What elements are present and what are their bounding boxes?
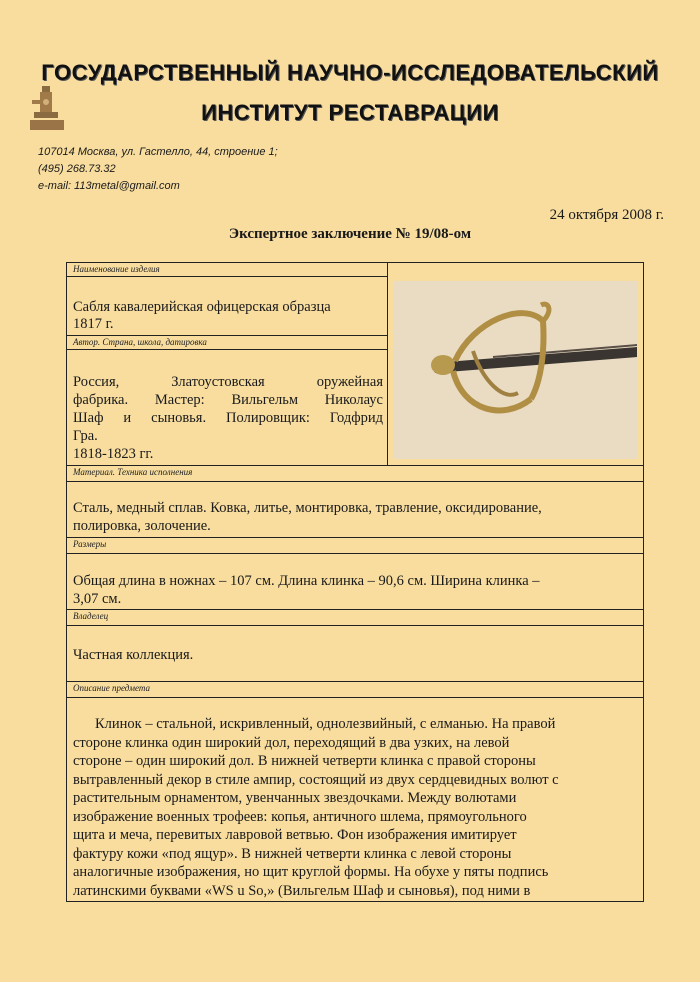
- description-line: растительным орнаментом, увенчанных звездочками. Между волютами: [73, 790, 517, 806]
- size-line2: 3,07 см.: [73, 591, 122, 607]
- description-line: аналогичные изображения, но щит круглой формы. На обухе у пяты подпись: [73, 864, 549, 880]
- author-line2: фабрика. Мастер: Вильгельм Николаус: [73, 392, 383, 408]
- size-line1: Общая длина в ножнах – 107 см. Длина клинка – 90,6 см. Ширина клинка –: [73, 573, 540, 589]
- label-author: Автор. Страна, школа, датировка: [73, 337, 207, 347]
- label-description: Описание предмета: [73, 683, 151, 693]
- author-line4: Гра.: [73, 428, 98, 444]
- description-line: Клинок – стальной, искривленный, однолезвийный, с елманью. На правой: [95, 716, 556, 732]
- document-date: 24 октября 2008 г.: [549, 207, 664, 223]
- owner-value: Частная коллекция.: [73, 647, 194, 663]
- description-text: [73, 715, 633, 900]
- description-line: щита и меча, перевитых лавровой ветвью. Фон изображения имитирует: [73, 827, 517, 843]
- material-line1: Сталь, медный сплав. Ковка, литье, монтировка, травление, оксидирование,: [73, 500, 542, 516]
- label-material: Материал. Техника исполнения: [73, 467, 193, 477]
- author-line5: 1818-1823 гг.: [73, 446, 154, 462]
- description-line: вытравленный декор в стиле ампир, состоящий из двух сердцевидных волют с: [73, 771, 559, 788]
- item-name-line2: 1817 г.: [73, 316, 114, 332]
- label-size: Размеры: [73, 539, 107, 549]
- saber-photo: [393, 281, 637, 459]
- label-owner: Владелец: [73, 611, 109, 621]
- institute-phone: (495) 268.73.32: [38, 163, 116, 175]
- description-line: латинскими буквами «WS u So,» (Вильгельм Шаф и сыновья), под ними в: [73, 882, 531, 899]
- description-line: фактуру кожи «под ящур». В нижней четверти клинка с левой стороны: [73, 845, 512, 862]
- item-name-line1: Сабля кавалерийская офицерская образца: [73, 299, 331, 315]
- institute-address: 107014 Москва, ул. Гастелло, 44, строение 1;: [38, 146, 278, 158]
- author-line1: Россия, Златоустовская оружейная: [73, 374, 383, 390]
- document-title: Экспертное заключение № 19/08-ом: [228, 226, 472, 242]
- description-line: изображение военных трофеев: копья, античного шлема, прямоугольного: [73, 808, 527, 825]
- institute-name-line1: ГОСУДАРСТВЕННЫЙ НАУЧНО-ИССЛЕДОВАТЕЛЬСКИЙ: [41, 60, 659, 85]
- expert-conclusion-table: [66, 262, 644, 902]
- label-item-name: Наименование изделия: [73, 264, 160, 274]
- author-line3: Шаф и сыновья. Полировщик: Годфрид: [73, 410, 383, 426]
- institute-email: e-mail: 113metal@gmail.com: [38, 180, 180, 192]
- description-line: стороне – один широкий дол. В нижней четверти клинка с правой стороны: [73, 753, 536, 769]
- institute-name-line2: ИНСТИТУТ РЕСТАВРАЦИИ: [201, 100, 499, 125]
- material-line2: полировка, золочение.: [73, 518, 211, 534]
- description-line: стороне клинка один широкий дол, переходящий в два узких, на левой: [73, 734, 510, 751]
